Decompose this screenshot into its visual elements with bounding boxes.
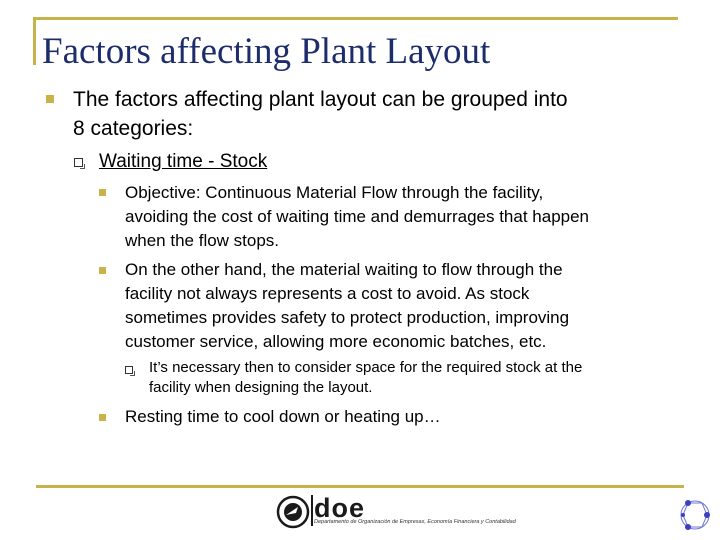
subpoint-line-2: facility when designing the layout. (149, 379, 373, 396)
point-1-line-3: when the flow stops. (125, 231, 280, 250)
point-2-line-1: On the other hand, the material waiting to flow through the (125, 260, 563, 279)
logo-subtitle: Departamento de Organización de Empresas, Economía Financiera y Contabilidad (314, 519, 516, 525)
bullet-square-icon (99, 414, 106, 421)
bullet-square-icon (99, 189, 106, 196)
intro-line-2: 8 categories: (73, 117, 194, 140)
section-heading: Waiting time - Stock (99, 151, 268, 172)
point-2-line-2: facility not always represents a cost to avoid. As stock (125, 284, 530, 303)
bullet-square-icon (99, 267, 106, 274)
point-2-line-3: sometimes provides safety to protect production, improving (125, 308, 570, 327)
logo-divider (311, 495, 313, 526)
intro-line-1: The factors affecting plant layout can be grouped into (73, 88, 568, 111)
corner-decoration-icon (675, 495, 715, 535)
slide-title: Factors affecting Plant Layout (42, 31, 491, 72)
logo-name: doe (314, 493, 366, 523)
last-point: Resting time to cool down or heating up… (125, 407, 441, 426)
subpoint-line-1: It’s necessary then to consider space for the required stock at the (149, 359, 583, 376)
point-1-line-2: avoiding the cost of waiting time and demurrages that happen (125, 207, 590, 226)
point-1-line-1: Objective: Continuous Material Flow through the facility, (125, 183, 544, 202)
bullet-hollow-square-icon (74, 158, 83, 167)
bullet-hollow-square-icon (125, 366, 133, 374)
footer-divider (36, 485, 684, 488)
bullet-square-icon (46, 95, 54, 103)
doe-emblem-icon (276, 495, 310, 529)
doe-logo (276, 493, 521, 529)
point-2-line-4: customer service, allowing more economic batches, etc. (125, 332, 547, 351)
